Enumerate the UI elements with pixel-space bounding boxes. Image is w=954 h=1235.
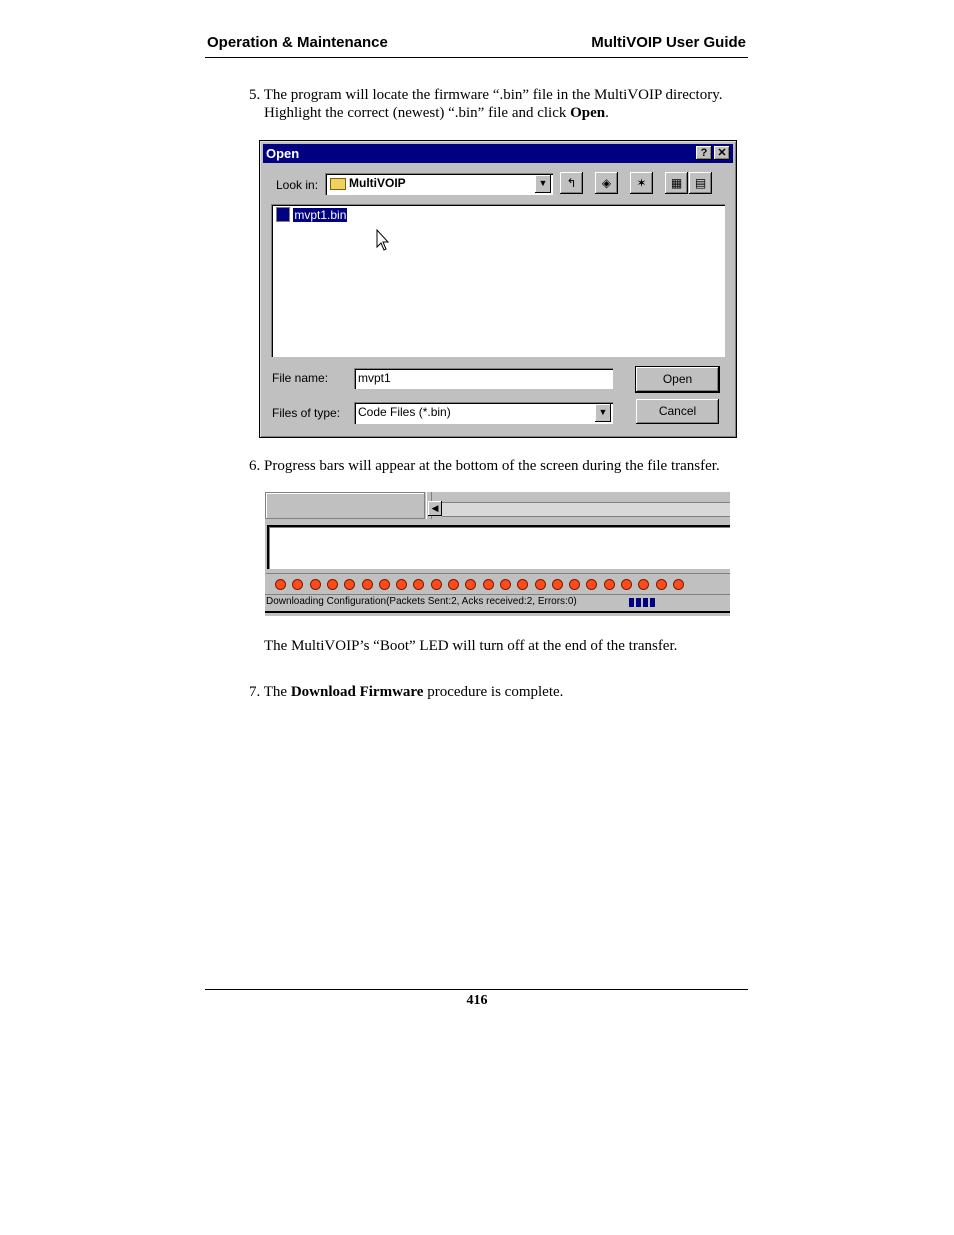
dialog-title: Open: [266, 146, 300, 161]
led-indicator: [483, 579, 494, 590]
boot-led-note: The MultiVOIP’s “Boot” LED will turn off at the end of the transfer.: [264, 638, 678, 654]
horizontal-scrollbar[interactable]: [442, 502, 730, 517]
details-view-button[interactable]: [689, 172, 712, 194]
files-of-type-value: Code Files (*.bin): [358, 405, 451, 419]
up-one-level-button[interactable]: [560, 172, 583, 194]
step5-open-word: Open: [570, 105, 606, 121]
progress-block: [629, 598, 634, 607]
file-name-input[interactable]: [354, 368, 613, 389]
look-in-label: Look in:: [276, 178, 319, 192]
header-rule: [205, 57, 748, 58]
led-indicator: [535, 579, 546, 590]
led-indicator: [673, 579, 684, 590]
open-button[interactable]: Open: [636, 367, 719, 392]
progress-block: [636, 598, 641, 607]
mouse-cursor-icon: [376, 229, 392, 253]
led-indicator: [379, 579, 390, 590]
details-view-icon: ▤: [694, 176, 707, 190]
dialog-titlebar: [263, 144, 733, 163]
led-indicator: [500, 579, 511, 590]
look-in-value: MultiVOIP: [349, 176, 406, 190]
header-guide-title: MultiVOIP User Guide: [591, 34, 746, 51]
step7-text: [249, 683, 563, 701]
led-indicator: [275, 579, 286, 590]
led-indicator: [569, 579, 580, 590]
led-indicator: [465, 579, 476, 590]
look-in-dropdown[interactable]: [325, 173, 553, 195]
file-item[interactable]: [276, 207, 347, 223]
led-indicator: [638, 579, 649, 590]
step5-line2: [264, 104, 609, 122]
led-indicator: [586, 579, 597, 590]
scroll-left-arrow-icon[interactable]: ◀: [428, 501, 442, 516]
progress-block: [650, 598, 655, 607]
step6-text: 6. Progress bars will appear at the bottom of the screen during the file transfer.: [249, 458, 720, 474]
output-pane: [267, 525, 730, 569]
led-indicator: [604, 579, 615, 590]
step7-prefix: 7. The: [249, 684, 291, 700]
chevron-down-icon[interactable]: ▼: [595, 404, 611, 422]
divider: [266, 573, 730, 574]
progress-block: [643, 598, 648, 607]
led-indicator: [292, 579, 303, 590]
led-indicator: [362, 579, 373, 590]
step5-line2-suffix: .: [605, 105, 609, 121]
close-button[interactable]: ✕: [714, 146, 730, 160]
bin-file-icon: [276, 207, 290, 222]
desktop-button[interactable]: [595, 172, 618, 194]
footer-rule: [205, 989, 748, 990]
led-indicator: [413, 579, 424, 590]
step5-line2-prefix: Highlight the correct (newest) “.bin” file and click: [264, 105, 571, 121]
files-of-type-label: Files of type:: [272, 406, 341, 420]
download-status-text: Downloading Configuration(Packets Sent:2, Acks received:2, Errors:0): [266, 596, 577, 607]
led-indicator: [656, 579, 667, 590]
led-indicator: [431, 579, 442, 590]
progress-area: [265, 492, 730, 616]
up-folder-icon: ↰: [566, 176, 577, 190]
divider: [265, 594, 730, 595]
files-of-type-dropdown[interactable]: [354, 402, 613, 424]
open-file-dialog: [259, 140, 737, 438]
led-indicator: [552, 579, 563, 590]
file-name-value: mvpt1: [358, 371, 391, 385]
new-folder-button[interactable]: [630, 172, 653, 194]
led-indicator: [327, 579, 338, 590]
status-pane: [265, 492, 425, 519]
step7-suffix: procedure is complete.: [423, 684, 564, 700]
folder-icon: [330, 178, 346, 190]
led-indicator: [621, 579, 632, 590]
led-indicator: [448, 579, 459, 590]
led-indicator: [517, 579, 528, 590]
file-name-label: File name:: [272, 371, 329, 385]
cancel-button[interactable]: Cancel: [636, 399, 719, 424]
led-indicator: [396, 579, 407, 590]
list-view-button[interactable]: [665, 172, 688, 194]
header-section-title: Operation & Maintenance: [207, 34, 388, 51]
step7-bold: Download Firmware: [290, 684, 424, 700]
file-item-name: mvpt1.bin: [294, 207, 347, 222]
page-number: 416: [466, 993, 488, 1008]
file-list[interactable]: [271, 204, 725, 357]
new-folder-icon: ✶: [636, 176, 647, 190]
led-indicator: [310, 579, 321, 590]
help-button[interactable]: ?: [696, 146, 712, 160]
chevron-down-icon[interactable]: ▼: [535, 175, 551, 193]
step5-line1: 5. The program will locate the firmware “.bin” file in the MultiVOIP directory.: [249, 87, 723, 103]
desktop-icon: ◈: [601, 176, 612, 190]
list-view-icon: ▦: [670, 176, 683, 190]
led-indicator: [344, 579, 355, 590]
bottom-rule: [265, 611, 730, 613]
